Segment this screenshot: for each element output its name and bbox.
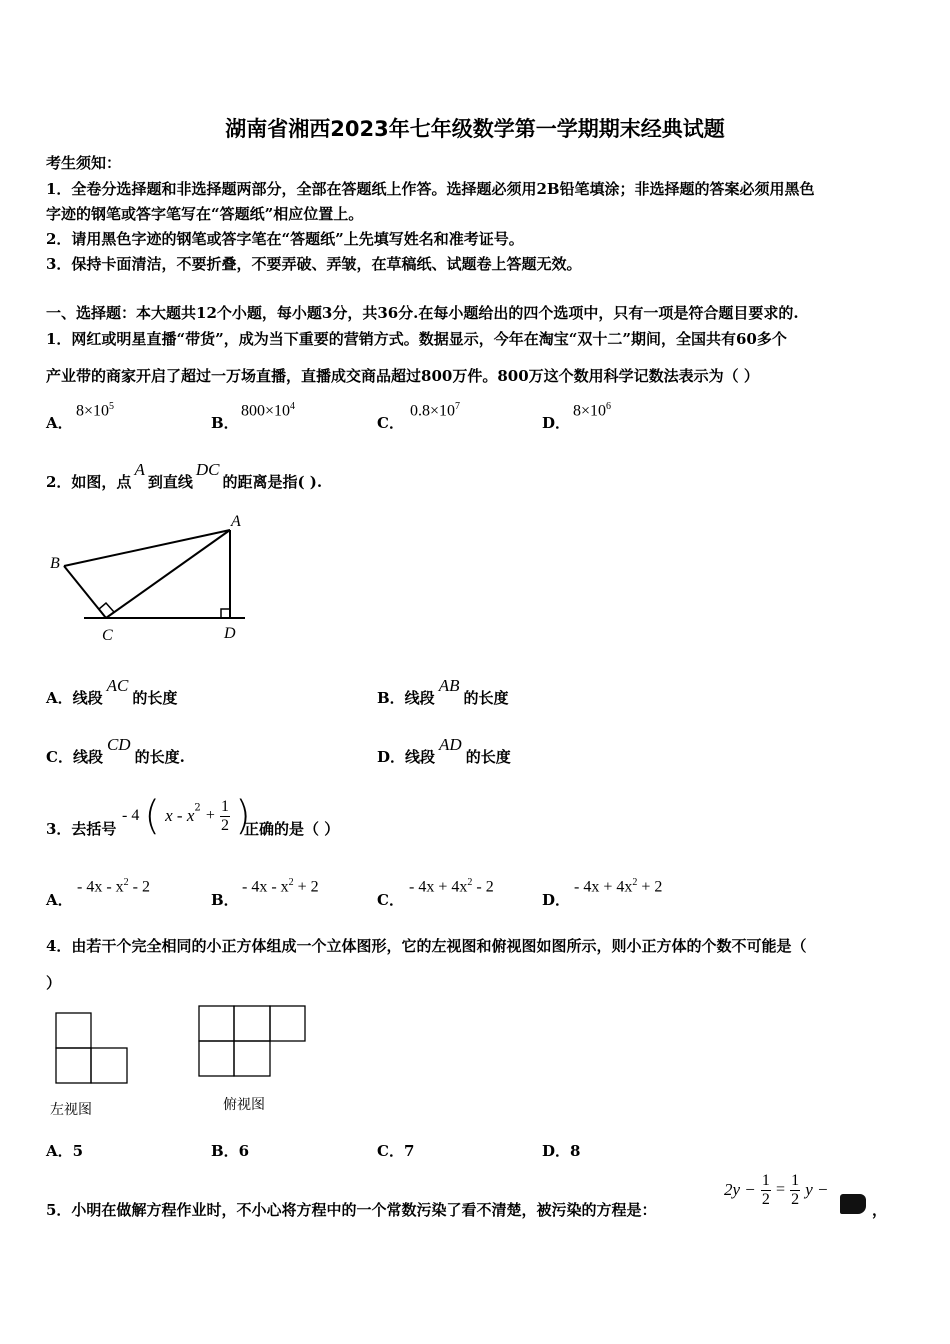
q4-option-c[interactable]: C．7 <box>377 1142 415 1160</box>
q5-equation: 2y − $\frac{1}{2}$ = $\frac{1}{2}$ y − <box>724 1172 829 1208</box>
q3-option-b-value: - $4x - x^2 + 2$ <box>242 877 319 896</box>
point-c-label: C <box>102 627 113 644</box>
q2-line: DC <box>195 460 220 479</box>
q4-line2: ） <box>46 974 62 992</box>
q2-option-d[interactable]: D．线段AD的长度 <box>377 735 511 766</box>
option-label: C． <box>377 414 404 432</box>
option-label: A． <box>46 414 73 432</box>
q1-option-c-value: $0.8\times 10^7$ <box>410 401 461 420</box>
q3-expression: - 4 ( x - $x^2$ + $\frac{1}{2}$ ) <box>122 793 251 839</box>
q3-post: 正确的是（ ） <box>244 820 340 838</box>
q5-tail: ， <box>872 1201 888 1219</box>
q1-option-b-value: $800\times 10^4$ <box>241 401 296 420</box>
left-view-label: 左视图 <box>50 1102 92 1118</box>
q2-figure <box>40 508 260 648</box>
page-title: 湖南省湘西2023年七年级数学第一学期期末经典试题 <box>225 117 725 141</box>
q3-option-c-value: - $4x + 4x^2 - 2$ <box>409 877 494 896</box>
q3-option-c[interactable]: C． <box>377 891 404 909</box>
point-d-label: D <box>224 625 236 642</box>
q1-line2: 产业带的商家开启了超过一万场直播，直播成交商品超过800万件。800万这个数用科学记数法表示为（ ） <box>46 367 759 385</box>
q2-option-c[interactable]: C．线段CD的长度. <box>46 735 185 766</box>
q3-option-a[interactable]: A． <box>46 891 73 909</box>
q2-option-b[interactable]: B．线段AB的长度 <box>377 676 509 707</box>
q1-option-c[interactable] <box>377 412 404 433</box>
section-heading: 一、选择题：本大题共12个小题，每小题3分，共36分.在每小题给出的四个选项中，只有一项是符合题目要求的. <box>46 304 799 322</box>
q1-option-d-value: $8\times 10^6$ <box>573 401 612 420</box>
notice-heading: 考生须知： <box>46 154 122 172</box>
q3-option-d-value: - $4x + 4x^2 + 2$ <box>574 877 663 896</box>
point-a-label: A <box>231 513 241 530</box>
q4-line1: 4．由若干个完全相同的小正方体组成一个立体图形，它的左视图和俯视图如图所示，则小正方体的个数不可能是（ <box>46 937 807 955</box>
q3-pre: 3．去括号 <box>46 820 117 838</box>
notice-item-1: 1．全卷分选择题和非选择题两部分，全部在答题纸上作答。选择题必须用2B铅笔填涂；非选择题的答案必须用黑色 <box>46 180 815 198</box>
q1-option-d[interactable] <box>542 412 570 433</box>
q4-option-d[interactable]: D．8 <box>542 1142 581 1160</box>
option-label: D． <box>542 414 571 432</box>
q4-option-b[interactable]: B．6 <box>211 1142 250 1160</box>
q3-option-d[interactable]: D． <box>542 891 571 909</box>
q2-option-a[interactable]: A．线段AC的长度 <box>46 676 178 707</box>
q2-point: A <box>134 460 145 479</box>
q4-top-view <box>193 1001 313 1081</box>
q1-option-b[interactable] <box>211 412 239 433</box>
q1-line1: 1．网红或明星直播“带货”，成为当下重要的营销方式。数据显示，今年在淘宝“双十二”期间，全国共有60多个 <box>46 330 787 348</box>
option-label: B． <box>211 414 239 432</box>
notice-item-3: 3．保持卡面清洁，不要折叠，不要弄破、弄皱，在草稿纸、试题卷上答题无效。 <box>46 255 582 273</box>
q4-left-view <box>50 1008 140 1088</box>
q4-option-a[interactable]: A．5 <box>46 1142 84 1160</box>
q3-option-a-value: - $4x - x^2 - 2$ <box>77 877 150 896</box>
q3-option-b[interactable]: B． <box>211 891 239 909</box>
q1-option-a[interactable] <box>46 412 73 433</box>
top-view-label: 俯视图 <box>223 1097 265 1113</box>
q2-stem: 2．如图，点A到直线DC的距离是指( ). <box>46 460 323 491</box>
point-b-label: B <box>50 555 60 572</box>
notice-item-1-cont: 字迹的钢笔或答字笔写在“答题纸”相应位置上。 <box>46 205 364 223</box>
q5-text: 5．小明在做解方程作业时，不小心将方程中的一个常数污染了看不清楚，被污染的方程是： <box>46 1201 657 1219</box>
notice-item-2: 2．请用黑色字迹的钢笔或答字笔在“答题纸”上先填写姓名和准考证号。 <box>46 230 524 248</box>
ink-blot <box>840 1194 866 1214</box>
q1-option-a-value: $8\times 10^5$ <box>76 401 115 420</box>
